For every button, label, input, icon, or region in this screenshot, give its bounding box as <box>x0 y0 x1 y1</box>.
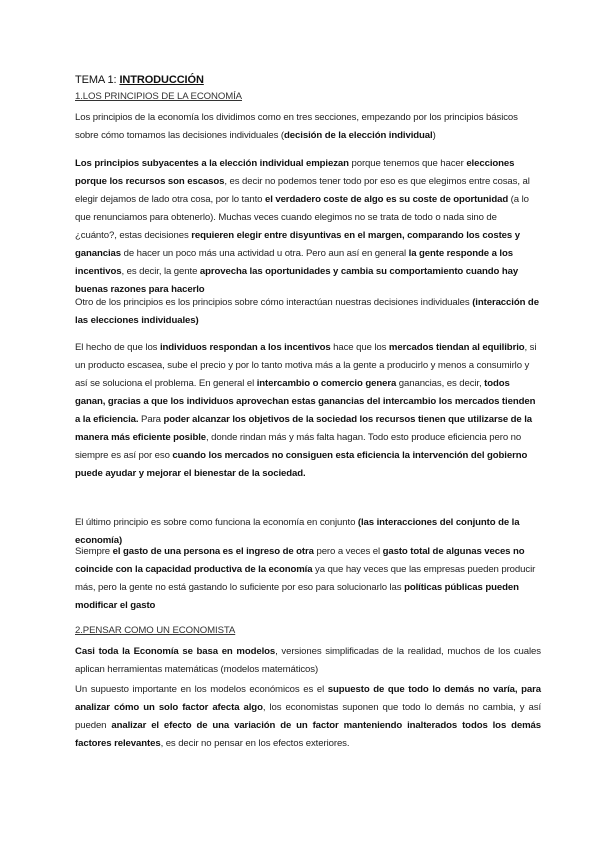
title-main: INTRODUCCIÓN <box>119 74 204 86</box>
paragraph <box>75 339 541 483</box>
text: ganancias, es decir, <box>396 378 485 389</box>
text: , es decir no podemos tener todo por eso es que elegimos entre cosas, al elegir dejamos de lado otra cosa, por lo tanto <box>75 176 530 205</box>
bold-text: gasto total de algunas veces no coincide con la capacidad productiva de la economía <box>75 546 525 575</box>
section-2-heading: 2.PENSAR COMO UN ECONOMISTA <box>75 625 236 636</box>
text: porque tenemos que hacer <box>348 158 467 169</box>
paragraph <box>75 681 541 753</box>
bold-text: intercambio o comercio genera <box>256 378 397 389</box>
bold-text: individuos respondan a los incentivos <box>159 342 331 353</box>
bold-text: todos ganan, gracias a que los individuos aprovechan estas ganancias del intercambio los mercados tienden a la eficiencia. <box>75 378 536 425</box>
paragraph <box>75 155 541 299</box>
text: , versiones simplificadas de la realidad, muchos de los cuales aplican herramientas matemáticas (modelos matemáticos) <box>75 646 541 675</box>
text: Otro de los principios es los principios sobre cómo interactúan nuestras decisiones individuales <box>75 297 473 308</box>
paragraph <box>75 643 541 679</box>
bold-text: elecciones porque los recursos son escasos <box>75 158 515 187</box>
paragraph <box>75 543 541 615</box>
text: , es decir, la gente <box>121 266 200 277</box>
text: , si un producto escasea, sube el precio y por lo tanto motiva más a la gente a producirlo y menos a consumirlo y así se soluciona el problema. En general el <box>75 342 537 389</box>
bold-text: Casi toda la Economía se basa en modelos <box>75 646 276 657</box>
bold-text: Los principios subyacentes a la elección individual empiezan <box>75 158 349 169</box>
bold-text: políticas públicas pueden modificar el gasto <box>75 582 519 611</box>
text: ya que hay veces que las empresas pueden producir más, pero la gente no está gastando lo suficiente por eso para solucionarlo las <box>75 564 536 593</box>
text: El último principio es sobre como funciona la economía en conjunto <box>75 517 358 528</box>
text: pero a veces el <box>313 546 383 557</box>
text: ) <box>432 130 436 141</box>
bold-text: cuando los mercados no consiguen esta eficiencia la intervención del gobierno puede ayudar y mejorar el bienestar de la sociedad. <box>75 450 528 479</box>
text: Para <box>138 414 164 425</box>
bold-text: supuesto de que todo lo demás no varía, para analizar cómo un solo factor afecta algo <box>75 684 542 713</box>
text: de hacer un poco más una actividad u otra. Pero aun así en general <box>121 248 409 259</box>
bold-text: el gasto de una persona es el ingreso de otra <box>112 546 314 557</box>
bold-text: analizar el efecto de una variación de un factor manteniendo inalterados todos los demás factores relevantes <box>75 720 541 749</box>
bold-text: (interacción de las elecciones individuales) <box>75 297 539 326</box>
text: , los economistas suponen que todo lo demás no cambia, y así pueden <box>75 702 542 731</box>
bold-text: poder alcanzar los objetivos de la sociedad los recursos tienen que utilizarse de la manera más eficiente posible <box>75 414 533 443</box>
bold-text: el verdadero coste de algo es su coste de oportunidad <box>264 194 509 205</box>
bold-text: decisión de la elección individual <box>284 130 433 141</box>
bold-text: (las interacciones del conjunto de la economía) <box>75 517 520 546</box>
title-prefix: TEMA 1: <box>75 74 120 86</box>
text: hace que los <box>330 342 389 353</box>
text: El hecho de que los <box>75 342 160 353</box>
text: Un supuesto importante en los modelos económicos es el <box>75 684 328 695</box>
text: , es decir no pensar en los efectos exteriores. <box>160 738 350 749</box>
bold-text: requieren elegir entre disyuntivas en el margen, comparando los costes y ganancias <box>75 230 520 259</box>
bold-text: mercados tiendan al equilibrio <box>388 342 525 353</box>
text: Siempre <box>75 546 113 557</box>
paragraph <box>75 109 541 145</box>
section-1-heading: 1.LOS PRINCIPIOS DE LA ECONOMÍA <box>75 91 242 102</box>
bold-text: la gente responde a los incentivos <box>75 248 513 277</box>
text: , donde rindan más y más falta hagan. Todo esto produce eficiencia pero no siempre es así por eso <box>75 432 522 461</box>
bold-text: aprovecha las oportunidades y cambia su comportamiento cuando hay buenas razones para hacerlo <box>75 266 519 295</box>
text: (a lo que renunciamos para obtenerlo). Muchas veces cuando elegimos no se trata de todo o nada sino de ¿cuánto?, estas decisiones <box>75 194 529 241</box>
text: Los principios de la economía los dividimos como en tres secciones, empezando por los principios básicos sobre cómo tomamos las decisiones individuales ( <box>75 112 518 141</box>
paragraph <box>75 294 541 330</box>
document-title <box>75 71 541 89</box>
